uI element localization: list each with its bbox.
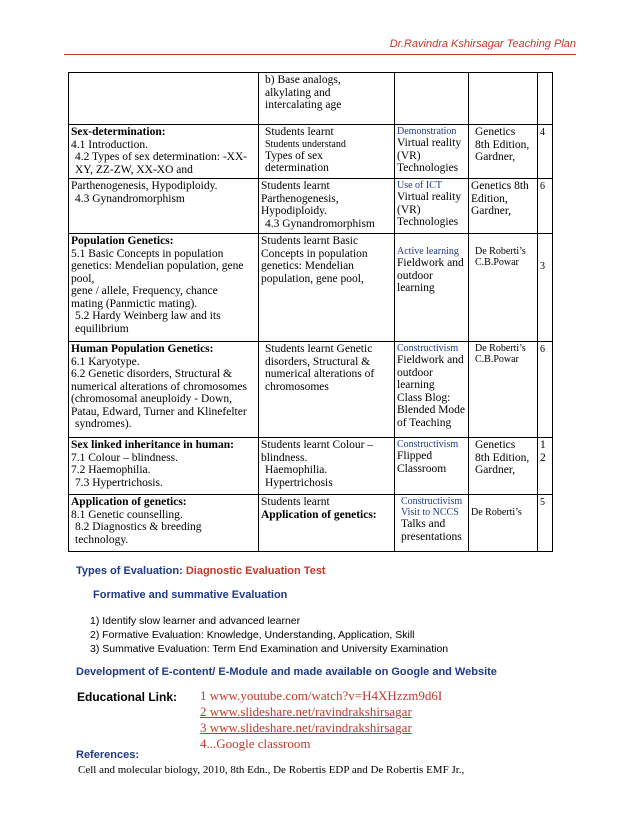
- reference-line: Gardner,: [475, 151, 516, 163]
- outcome-line: genetics: Mendelian: [261, 260, 354, 272]
- method-line: (VR): [397, 149, 421, 162]
- method-line: Classroom: [397, 462, 447, 475]
- outcome-line: b) Base analogs,: [265, 74, 341, 86]
- topic-line: 7.2 Haemophilia.: [71, 464, 151, 476]
- reference-cell: [469, 438, 538, 495]
- topic-line: 4.3 Gynandromorphism: [75, 192, 185, 205]
- method-line: Virtual reality: [397, 191, 462, 203]
- outcome-cell: [259, 495, 395, 552]
- outcome-line: population, gene pool,: [261, 272, 364, 285]
- list-item: 3) Summative Evaluation: Term End Examination and University Examination: [90, 643, 449, 655]
- method-cell: [395, 73, 469, 125]
- topic-line: 6.1 Karyotype.: [71, 355, 140, 368]
- method-line: Use of ICT: [397, 180, 442, 191]
- lecture-count: 3: [540, 261, 545, 272]
- evaluation-list: [90, 614, 448, 656]
- topic-line: 5.2 Hardy Weinberg law and its: [75, 310, 221, 322]
- reference-line: De Roberti’s: [471, 507, 522, 518]
- formative-heading: Formative and summative Evaluation: [93, 589, 288, 601]
- outcome-cell: [259, 125, 395, 179]
- method-line: Blended Mode: [397, 404, 466, 416]
- method-cell: [395, 495, 469, 552]
- outcome-line: Hypertrichosis: [265, 476, 333, 489]
- topic-cell: [69, 179, 259, 234]
- reference-line: C.B.Powar: [475, 354, 519, 365]
- reference-line: 8th Edition,: [475, 451, 530, 464]
- topic-line: 5.1 Basic Concepts in population: [71, 247, 224, 260]
- table-row: [69, 73, 553, 125]
- reference-cell: [469, 179, 538, 234]
- topic-line: genetics: Mendelian population, gene: [71, 260, 244, 272]
- reference-cell: [469, 234, 538, 342]
- topic-line: numerical alterations of chromosomes: [71, 380, 247, 393]
- topic-line: equilibrium: [75, 322, 129, 335]
- method-line: Constructivism: [397, 343, 459, 354]
- table-row: [69, 234, 553, 342]
- method-line: Class Blog:: [397, 391, 451, 404]
- evaluation-types: [76, 565, 326, 577]
- reference-cell: [469, 342, 538, 438]
- outcome-line: determination: [265, 162, 329, 174]
- count-cell: [538, 73, 553, 125]
- educational-links: [200, 688, 442, 752]
- topic-line: technology.: [75, 533, 129, 546]
- topic-line: gene / allele, Frequency, chance: [71, 285, 218, 297]
- outcome-line: Types of sex: [265, 149, 323, 162]
- table-row: [69, 342, 553, 438]
- method-line: learning: [397, 282, 435, 294]
- outcome-cell: [259, 234, 395, 342]
- topic-cell: [69, 125, 259, 179]
- topic-line: 4.2 Types of sex determination: -XX-: [75, 151, 248, 163]
- lecture-count: 6: [540, 344, 545, 355]
- method-line: Fieldwork and: [397, 257, 464, 269]
- method-line: (VR): [397, 203, 421, 216]
- method-line: Constructivism: [397, 439, 459, 450]
- reference-line: Genetics 8th: [471, 180, 529, 192]
- topic-heading: Sex linked inheritance in human:: [71, 439, 234, 451]
- outcome-line: Students learnt: [261, 180, 330, 192]
- method-cell: [395, 438, 469, 495]
- outcome-line: Students learnt: [265, 126, 334, 138]
- reference-line: De Roberti’s: [475, 246, 526, 257]
- outcome-line: chromosomes: [265, 380, 329, 393]
- reference-line: Gardner,: [475, 464, 516, 476]
- method-cell: [395, 125, 469, 179]
- reference-line: Genetics: [475, 439, 516, 451]
- topic-heading: Human Population Genetics:: [71, 343, 214, 355]
- outcome-line: Students learnt Genetic: [265, 343, 373, 355]
- outcome-line: Students learnt: [261, 496, 330, 508]
- reference-line: C.B.Powar: [475, 257, 519, 268]
- list-item: 2) Formative Evaluation: Knowledge, Understanding, Application, Skill: [90, 629, 415, 641]
- topic-line: 7.1 Colour – blindness.: [71, 451, 179, 464]
- lecture-count: 5: [540, 497, 545, 508]
- list-item: 1) Identify slow learner and advanced learner: [90, 615, 301, 627]
- link-item[interactable]: 4...Google classroom: [200, 736, 311, 751]
- outcome-cell: [259, 73, 395, 125]
- topic-line: 6.2 Genetic disorders, Structural &: [71, 368, 232, 380]
- table-row: [69, 125, 553, 179]
- method-line: learning: [397, 379, 435, 391]
- lecture-count: 1 2: [540, 439, 546, 464]
- method-line: Talks and: [401, 518, 446, 530]
- method-line: Technologies: [397, 216, 459, 228]
- teaching-plan-table: [68, 72, 553, 552]
- reference-line: Edition,: [471, 192, 508, 205]
- outcome-line: Students learnt Colour –: [261, 439, 374, 451]
- method-line: Technologies: [397, 162, 459, 174]
- topic-heading: Sex-determination:: [71, 126, 166, 138]
- topic-heading: Population Genetics:: [71, 235, 174, 247]
- reference-line: Genetics: [475, 126, 516, 138]
- topic-cell: [69, 495, 259, 552]
- method-line: outdoor: [397, 366, 433, 379]
- topic-line: Parthenogenesis, Hypodiploidy.: [71, 180, 218, 192]
- topic-line: mating (Panmictic mating).: [71, 297, 198, 310]
- outcome-line: Parthenogenesis,: [261, 192, 339, 205]
- topic-line: 4.1 Introduction.: [71, 138, 148, 151]
- educational-link-label: Educational Link:: [77, 690, 178, 704]
- count-cell: [538, 342, 553, 438]
- link-item[interactable]: 3 www.slideshare.net/ravindrakshirsagar: [200, 720, 412, 735]
- table-row: [69, 179, 553, 234]
- reference-cell: [469, 495, 538, 552]
- method-line: Flipped: [397, 450, 433, 462]
- outcome-line: Students understand: [265, 138, 346, 150]
- method-line: Demonstration: [397, 126, 457, 137]
- outcome-cell: [259, 342, 395, 438]
- outcome-line: Concepts in population: [261, 247, 368, 260]
- topic-cell: [69, 438, 259, 495]
- outcome-line: alkylating and: [265, 86, 331, 99]
- outcome-line: Hypodiploidy.: [261, 205, 328, 217]
- header-divider: [64, 54, 576, 55]
- topic-line: Patau, Edward, Turner and Klinefelter: [71, 405, 247, 418]
- outcome-line: Haemophilia.: [265, 464, 328, 476]
- topic-cell: [69, 73, 259, 125]
- evaluation-types-value: Diagnostic Evaluation Test: [185, 565, 326, 577]
- method-cell: [395, 179, 469, 234]
- link-item[interactable]: 2 www.slideshare.net/ravindrakshirsagar: [200, 704, 412, 719]
- topic-line: 7.3 Hypertrichosis.: [75, 476, 163, 489]
- method-line: Constructivism: [401, 496, 463, 507]
- topic-line: pool,: [71, 272, 95, 285]
- econtent-note: Development of E-content/ E-Module and made available on Google and Website: [76, 666, 497, 678]
- document-header: Dr.Ravindra Kshirsagar Teaching Plan: [389, 38, 576, 50]
- method-line: Active learning: [397, 246, 459, 257]
- reference-line: De Roberti’s: [475, 343, 526, 354]
- count-cell: [538, 234, 553, 342]
- outcome-line: numerical alterations of: [265, 368, 375, 380]
- topic-cell: [69, 234, 259, 342]
- method-line: Fieldwork and: [397, 354, 464, 366]
- count-cell: [538, 438, 553, 495]
- reference-line: Gardner,: [471, 205, 512, 217]
- method-cell: [395, 234, 469, 342]
- outcome-line: intercalating age: [265, 99, 342, 111]
- reference-cell: [469, 125, 538, 179]
- count-cell: [538, 495, 553, 552]
- outcome-line: Students learnt Basic: [261, 235, 359, 247]
- topic-line: XY, ZZ-ZW, XX-XO and: [75, 163, 193, 176]
- outcome-line: 4.3 Gynandromorphism: [265, 217, 375, 230]
- method-line: Visit to NCCS: [401, 507, 459, 518]
- method-line: Virtual reality: [397, 137, 462, 149]
- outcome-line: disorders, Structural &: [265, 355, 371, 368]
- topic-line: (chromosomal aneuploidy - Down,: [71, 393, 232, 405]
- topic-line: syndromes).: [75, 418, 132, 430]
- count-cell: [538, 179, 553, 234]
- method-line: outdoor: [397, 269, 433, 282]
- outcome-cell: [259, 179, 395, 234]
- reference-cell: [469, 73, 538, 125]
- outcome-line: Application of genetics:: [261, 508, 377, 521]
- topic-cell: [69, 342, 259, 438]
- table-row: [69, 495, 553, 552]
- topic-line: 8.2 Diagnostics & breeding: [75, 521, 202, 533]
- reference-line: 8th Edition,: [475, 138, 530, 151]
- outcome-line: blindness.: [261, 451, 308, 464]
- lecture-count: 6: [540, 181, 545, 192]
- count-cell: [538, 125, 553, 179]
- references-label: References:: [76, 749, 139, 761]
- topic-heading: Application of genetics:: [71, 496, 187, 508]
- method-cell: [395, 342, 469, 438]
- method-line: of Teaching: [397, 416, 452, 429]
- outcome-cell: [259, 438, 395, 495]
- references-text: Cell and molecular biology, 2010, 8th Edn., De Robertis EDP and De Robertis EMF Jr.,: [78, 764, 465, 776]
- method-line: presentations: [401, 530, 462, 543]
- table-row: [69, 438, 553, 495]
- link-item[interactable]: 1 www.youtube.com/watch?v=H4XHzzm9d6I: [200, 688, 443, 703]
- topic-line: 8.1 Genetic counselling.: [71, 508, 183, 521]
- lecture-count: 4: [540, 127, 545, 138]
- evaluation-types-label: Types of Evaluation:: [76, 565, 183, 577]
